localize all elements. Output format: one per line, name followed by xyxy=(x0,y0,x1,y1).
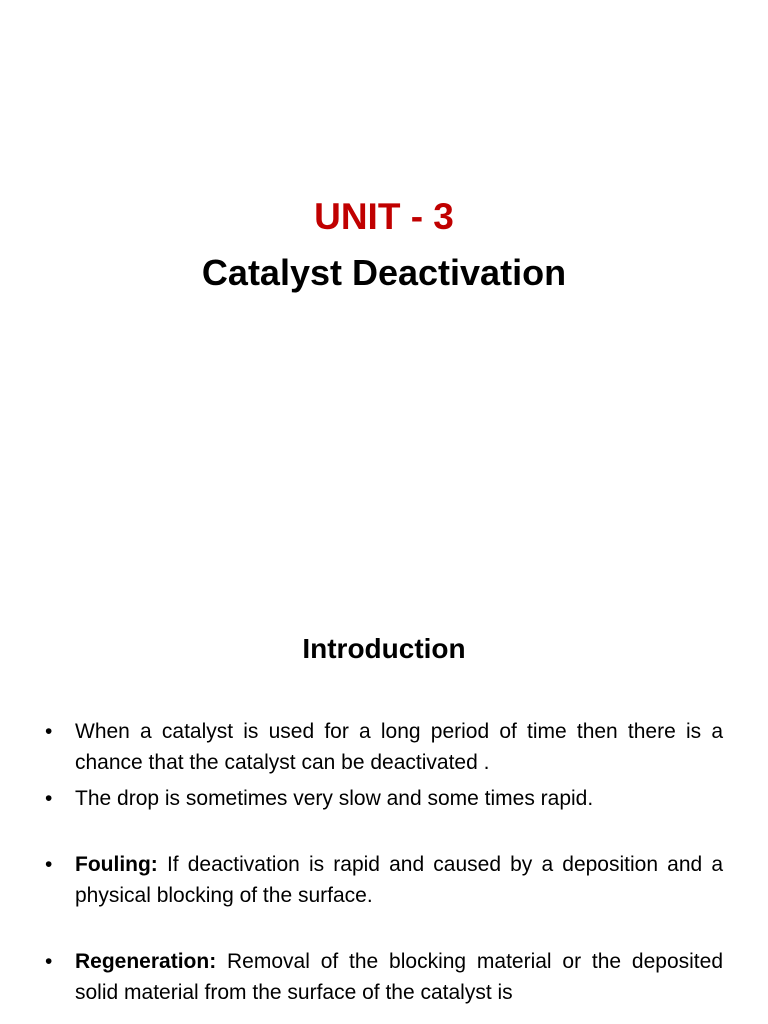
bullet-item xyxy=(45,946,723,1008)
bullet-dot-icon: • xyxy=(45,787,53,810)
bullet-dot-icon: • xyxy=(45,950,53,973)
unit-label: UNIT - 3 xyxy=(314,196,454,237)
bullet-dot-icon: • xyxy=(45,720,53,743)
slide-title xyxy=(0,192,768,298)
bullet-text: Removal of the blocking material or the deposited solid material from the surface of the catalyst is xyxy=(75,950,723,1004)
bullet-term: Regeneration: xyxy=(75,950,217,973)
bullet-text: If deactivation is rapid and caused by a deposition and a physical blocking of the surface. xyxy=(75,853,723,907)
bullet-item xyxy=(45,716,723,778)
bullet-item xyxy=(45,849,723,911)
bullet-text: When a catalyst is used for a long period of time then there is a chance that the catalyst can be deactivated . xyxy=(75,720,723,774)
bullet-dot-icon: • xyxy=(45,853,53,876)
bullet-text: The drop is sometimes very slow and some times rapid. xyxy=(75,787,594,810)
section-heading: Introduction xyxy=(302,633,466,664)
topic-title: Catalyst Deactivation xyxy=(201,252,567,293)
bullet-item xyxy=(45,783,723,814)
bullet-term: Fouling: xyxy=(75,853,158,876)
bullet-list xyxy=(45,716,723,1008)
